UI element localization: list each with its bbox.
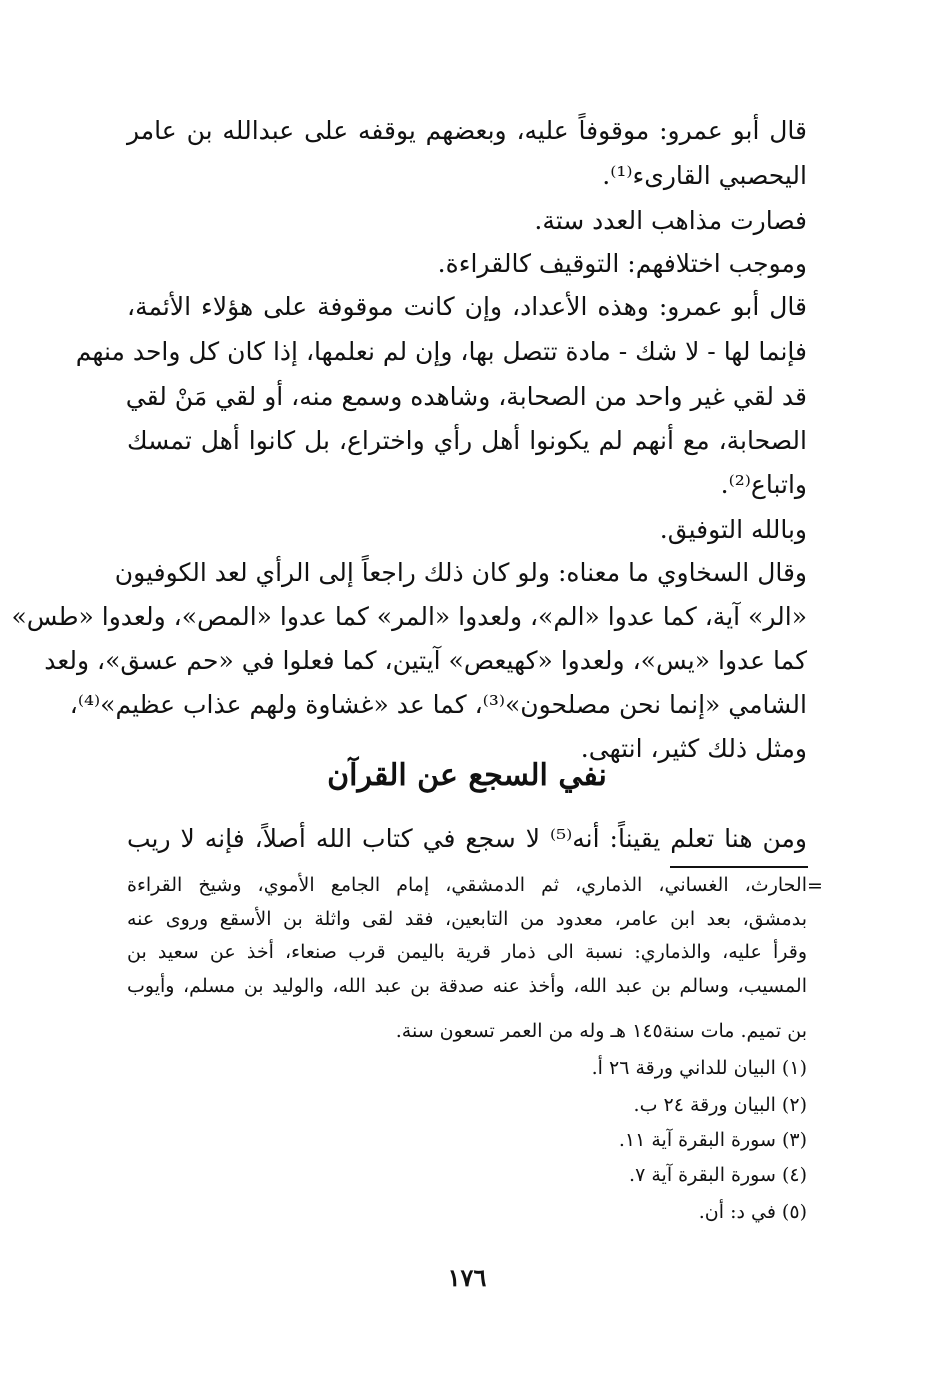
footnote-item: (٥) في د: أن. bbox=[698, 1201, 807, 1223]
body-line: وموجب اختلافهم: التوقيف كالقراءة. bbox=[437, 249, 807, 278]
footnote-line: المسيب، وسالم بن عبد الله، وأخذ عنه صدقة بن عبد الله، والوليد بن مسلم، وأيوب bbox=[127, 975, 807, 997]
page-number: ١٧٦ bbox=[447, 1263, 487, 1292]
body-line: ومثل ذلك كثير، انتهى. bbox=[580, 734, 807, 763]
body-line: وبالله التوفيق. bbox=[659, 515, 807, 544]
body-line: قال أبو عمرو: وهذه الأعداد، وإن كانت موقوفة على هؤلاء الأئمة، bbox=[127, 292, 807, 321]
body-line: ومن هنا تعلم يقيناً: أنه⁽⁵⁾ لا سجع في كتاب الله أصلاً، فإنه لا ريب bbox=[127, 824, 807, 853]
body-line: فإنما لها - لا شك - مادة تتصل بها، وإن لم نعلمها، إذا كان كل واحد منهم bbox=[75, 337, 807, 366]
footnote-item: (١) البيان للداني ورقة ٢٦ أ. bbox=[591, 1057, 807, 1079]
body-line: فصارت مذاهب العدد ستة. bbox=[534, 206, 807, 235]
body-line: «الر» آية، كما عدوا «الم»، ولعدوا «المر» كما عدوا «المص»، ولعدوا «طس» bbox=[11, 602, 807, 631]
footnote-separator bbox=[670, 866, 808, 868]
footnote-line: وقرأ عليه، والذماري: نسبة الى ذمار قرية باليمن قرب صنعاء، أخذ عن سعيد بن bbox=[127, 941, 807, 963]
body-line: اليحصبي القارىء⁽¹⁾. bbox=[602, 161, 807, 190]
body-line: قد لقي غير واحد من الصحابة، وشاهده وسمع منه، أو لقي مَنْ لقي bbox=[125, 382, 807, 411]
body-line: قال أبو عمرو: موقوفاً عليه، وبعضهم يوقفه على عبدالله بن عامر bbox=[127, 116, 807, 145]
footnote-line: بن تميم. مات سنة١٤٥ هـ وله من العمر تسعون سنة. bbox=[395, 1020, 807, 1042]
body-line: كما عدوا «يس»، ولعدوا «كهيعص» آيتين، كما فعلوا في «حم عسق»، ولعد bbox=[44, 646, 807, 675]
body-line: واتباع⁽²⁾. bbox=[720, 470, 807, 499]
footnote-item: (٣) سورة البقرة آية ١١. bbox=[618, 1129, 807, 1151]
footnote-line: بدمشق، بعد ابن عامر، معدود من التابعين، فقد لقى واثلة بن الأسقع وروى عنه bbox=[127, 908, 807, 930]
section-heading: نفي السجع عن القرآن bbox=[327, 758, 607, 793]
footnote-line: الحارث، الغساني، الذماري، ثم الدمشقي، إمام الجامع الأموي، وشيخ القراءة bbox=[127, 874, 807, 896]
footnote-item: (٢) البيان ورقة ٢٤ ب. bbox=[633, 1094, 807, 1116]
footnote-continuation-mark: = bbox=[807, 875, 823, 897]
body-line: الصحابة، مع أنهم لم يكونوا أهل رأي واختراع، بل كانوا أهل تمسك bbox=[127, 426, 807, 455]
body-line: وقال السخاوي ما معناه: ولو كان ذلك راجعاً إلى الرأي لعد الكوفيون bbox=[114, 558, 807, 587]
body-line: الشامي «إنما نحن مصلحون»⁽³⁾، كما عد «غشاوة ولهم عذاب عظيم»⁽⁴⁾، bbox=[69, 690, 807, 719]
footnote-item: (٤) سورة البقرة آية ٧. bbox=[629, 1164, 807, 1186]
